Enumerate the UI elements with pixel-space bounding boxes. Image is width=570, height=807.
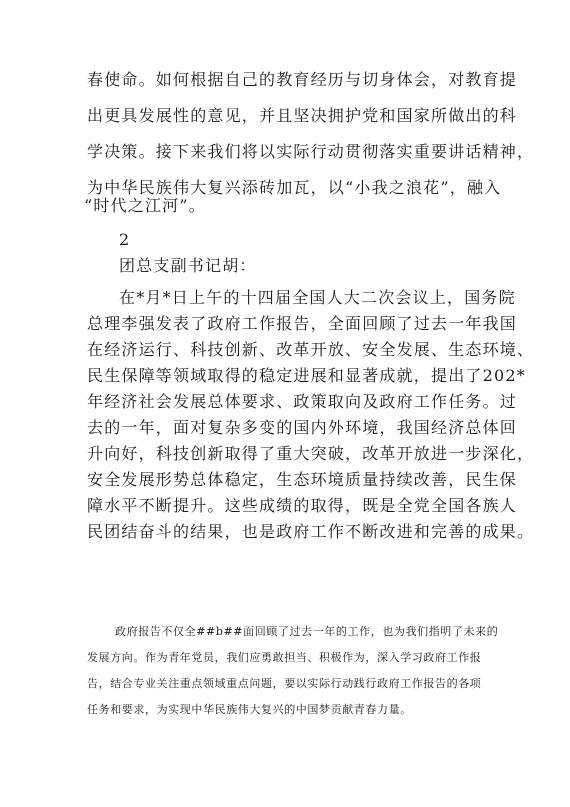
paragraph-2-line-3: 在经济运行、科技创新、改革开放、安全发展、生态环境、: [87, 340, 535, 359]
paragraph-3-line-3: 告，结合专业关注重点领域重点问题，要以实际行动践行政府工作报告的各项: [87, 677, 482, 690]
paragraph-2-line-4: 民生保障等领域取得的稳定进展和显著成就，提出了202*: [87, 366, 526, 385]
paragraph-3-line-2: 发展方向。作为青年党员，我们应勇敢担当、积极作为，深入学习政府工作报: [87, 651, 482, 664]
paragraph-2-line-6: 去的一年，面对复杂多变的国内外环境，我国经济总体回: [87, 418, 518, 437]
section-number: 2: [119, 230, 131, 249]
paragraph-2-line-5: 年经济社会发展总体要求、政策取向及政府工作任务。过: [87, 392, 518, 411]
paragraph-1-line-5: “时代之江河”。: [84, 196, 206, 215]
paragraph-3-line-1: 政府报告不仅全##b##面回顾了过去一年的工作，也为我们指明了未来的: [115, 625, 499, 638]
paragraph-2-line-9: 障水平不断提升。这些成绩的取得，既是全党全国各族人: [87, 496, 518, 515]
paragraph-1-line-4: 为中华民族伟大复兴添砖加瓦，以“小我之浪花”，融入: [87, 178, 502, 197]
paragraph-2-line-7: 升向好，科技创新取得了重大突破，改革开放进一步深化，: [87, 444, 535, 463]
paragraph-1-line-3: 学决策。接下来我们将以实际行动贯彻落实重要讲话精神，: [87, 142, 535, 161]
paragraph-2-line-10: 民团结奋斗的结果，也是政府工作不断改进和完善的成果。: [87, 522, 535, 541]
paragraph-2-line-8: 安全发展形势总体稳定，生态环境质量持续改善，民生保: [87, 470, 518, 489]
paragraph-1-line-2: 出更具发展性的意见，并且坚决拥护党和国家所做出的科: [87, 106, 518, 125]
paragraph-1-line-1: 春使命。如何根据自己的教育经历与切身体会，对教育提: [87, 70, 518, 89]
paragraph-2-line-1: 在*月*日上午的十四届全国人大二次会议上，国务院: [119, 288, 516, 307]
paragraph-2-line-2: 总理李强发表了政府工作报告，全面回顾了过去一年我国: [87, 314, 518, 333]
speaker-label: 团总支副书记胡：: [119, 256, 257, 275]
paragraph-3-line-4: 任务和要求，为实现中华民族伟大复兴的中国梦贡献青春力量。: [87, 703, 412, 716]
